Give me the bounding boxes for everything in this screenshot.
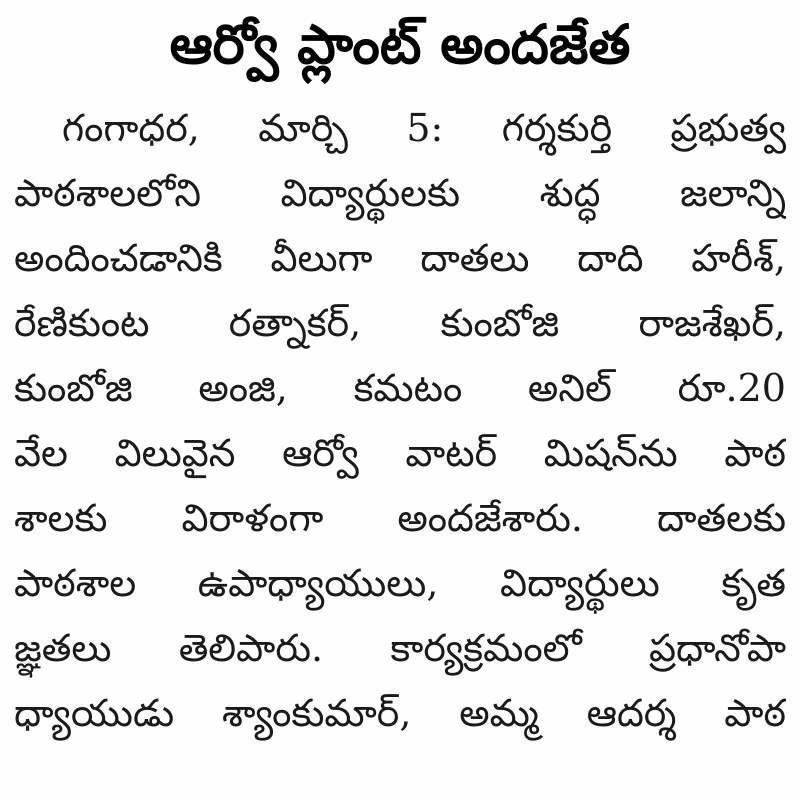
- article-line: శాలకు విరాళంగా అందజేశారు. దాతలకు: [14, 496, 786, 540]
- article-line: గంగాధర, మార్చి 5: గర్శకుర్తి ప్రభుత్వ: [62, 106, 786, 150]
- article-headline: ఆర్వో ప్లాంట్ అందజేత: [169, 13, 631, 76]
- article-line: వేల విలువైన ఆర్వో వాటర్ మిషన్‌ను పాఠ: [14, 431, 786, 475]
- article-line: కుంబోజి అంజి, కమటం అనిల్ రూ.20: [14, 366, 786, 410]
- article-line: జ్ఞతలు తెలిపారు. కార్యక్రమంలో ప్రధానోపా: [14, 626, 786, 670]
- article-body: [14, 96, 786, 746]
- article-line: అందించడానికి వీలుగా దాతలు దాది హరీశ్,: [14, 236, 786, 280]
- article-line: పాఠశాలలోని విద్యార్థులకు శుద్ధ జలాన్ని: [14, 171, 786, 215]
- article-line: ధ్యాయుడు శ్యాంకుమార్, అమ్మ ఆదర్శ పాఠ: [14, 691, 786, 735]
- article-line: పాఠశాల ఉపాధ్యాయులు, విద్యార్థులు కృత: [14, 561, 786, 605]
- article-line: రేణికుంట రత్నాకర్, కుంబోజి రాజశేఖర్,: [14, 301, 786, 345]
